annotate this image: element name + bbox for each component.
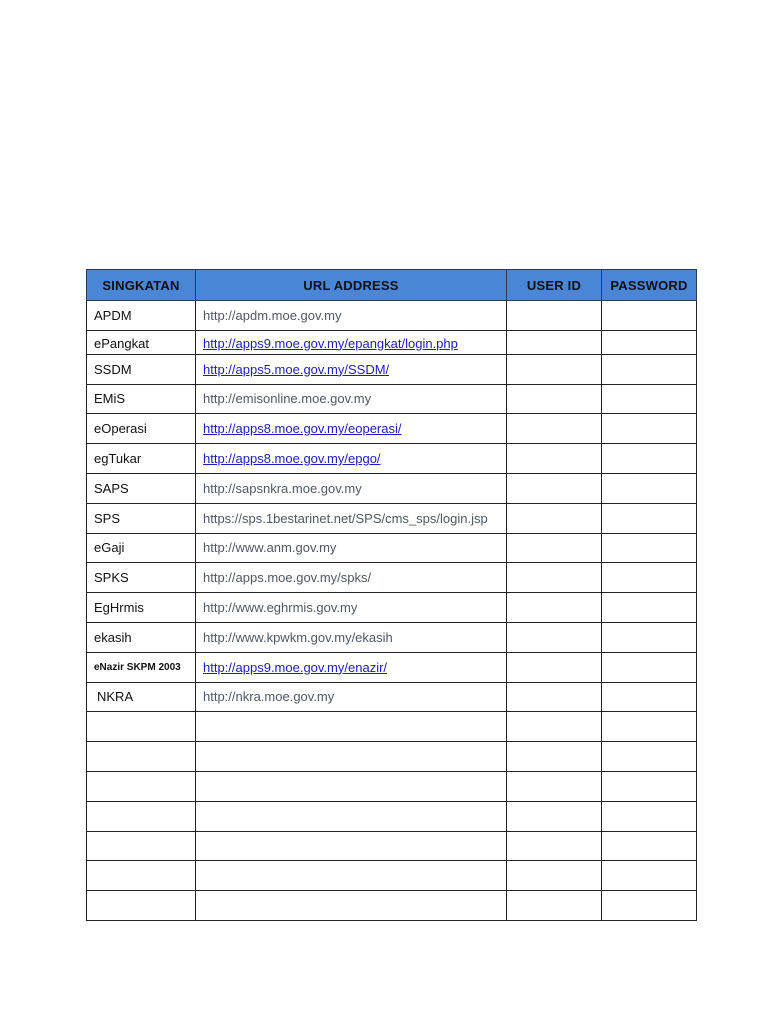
empty-cell[interactable] bbox=[87, 861, 196, 891]
user-id-cell[interactable] bbox=[507, 503, 602, 533]
password-cell[interactable] bbox=[602, 593, 697, 623]
url-cell bbox=[196, 533, 507, 563]
url-cell bbox=[196, 473, 507, 503]
password-cell[interactable] bbox=[602, 622, 697, 652]
password-cell[interactable] bbox=[602, 384, 697, 414]
url-text: http://emisonline.moe.gov.my bbox=[203, 391, 372, 407]
empty-cell[interactable] bbox=[87, 712, 196, 742]
url-link[interactable]: http://apps9.moe.gov.my/enazir/ bbox=[203, 659, 388, 675]
table-row bbox=[87, 503, 697, 533]
empty-cell[interactable] bbox=[87, 831, 196, 861]
abbr-cell: SPS bbox=[87, 503, 196, 533]
url-text: https://sps.1bestarinet.net/SPS/cms_sps/login.jsp bbox=[203, 510, 488, 526]
table-row bbox=[87, 682, 697, 712]
user-id-cell[interactable] bbox=[507, 330, 602, 354]
empty-cell[interactable] bbox=[602, 831, 697, 861]
table-row bbox=[87, 652, 697, 682]
user-id-cell[interactable] bbox=[507, 563, 602, 593]
abbr-cell: SSDM bbox=[87, 354, 196, 384]
user-id-cell[interactable] bbox=[507, 652, 602, 682]
password-cell[interactable] bbox=[602, 563, 697, 593]
empty-cell[interactable] bbox=[507, 771, 602, 801]
abbr-cell: eGaji bbox=[87, 533, 196, 563]
empty-cell[interactable] bbox=[507, 861, 602, 891]
password-cell[interactable] bbox=[602, 330, 697, 354]
url-cell bbox=[196, 503, 507, 533]
abbr-cell: SAPS bbox=[87, 473, 196, 503]
table-row bbox=[87, 473, 697, 503]
url-cell bbox=[196, 682, 507, 712]
table-row bbox=[87, 301, 697, 331]
empty-cell[interactable] bbox=[602, 742, 697, 772]
empty-cell[interactable] bbox=[602, 801, 697, 831]
user-id-cell[interactable] bbox=[507, 682, 602, 712]
empty-cell[interactable] bbox=[602, 861, 697, 891]
table-row bbox=[87, 533, 697, 563]
table-row bbox=[87, 593, 697, 623]
user-id-cell[interactable] bbox=[507, 622, 602, 652]
password-cell[interactable] bbox=[602, 354, 697, 384]
empty-cell[interactable] bbox=[87, 801, 196, 831]
abbr-cell: APDM bbox=[87, 301, 196, 331]
empty-cell[interactable] bbox=[87, 891, 196, 921]
abbr-cell: eOperasi bbox=[87, 414, 196, 444]
table-row bbox=[87, 444, 697, 474]
empty-cell[interactable] bbox=[196, 742, 507, 772]
empty-cell[interactable] bbox=[602, 891, 697, 921]
empty-cell[interactable] bbox=[87, 742, 196, 772]
abbr-cell: EMiS bbox=[87, 384, 196, 414]
url-text: http://apdm.moe.gov.my bbox=[203, 307, 342, 323]
url-text: http://nkra.moe.gov.my bbox=[203, 689, 335, 705]
empty-row bbox=[87, 831, 697, 861]
url-cell bbox=[196, 354, 507, 384]
empty-cell[interactable] bbox=[87, 771, 196, 801]
url-cell bbox=[196, 563, 507, 593]
header-row bbox=[87, 270, 697, 301]
url-cell bbox=[196, 593, 507, 623]
empty-cell[interactable] bbox=[196, 861, 507, 891]
password-cell[interactable] bbox=[602, 444, 697, 474]
password-cell[interactable] bbox=[602, 473, 697, 503]
url-cell bbox=[196, 622, 507, 652]
abbr-cell: ekasih bbox=[87, 622, 196, 652]
url-text: http://www.eghrmis.gov.my bbox=[203, 600, 358, 616]
user-id-cell[interactable] bbox=[507, 301, 602, 331]
password-cell[interactable] bbox=[602, 301, 697, 331]
url-text: http://www.kpwkm.gov.my/ekasih bbox=[203, 629, 393, 645]
empty-cell[interactable] bbox=[602, 771, 697, 801]
header-user-id: USER ID bbox=[507, 270, 602, 301]
empty-cell[interactable] bbox=[196, 712, 507, 742]
url-link[interactable]: http://apps5.moe.gov.my/SSDM/ bbox=[203, 361, 390, 377]
table-row bbox=[87, 384, 697, 414]
empty-cell[interactable] bbox=[507, 831, 602, 861]
table-row bbox=[87, 354, 697, 384]
empty-row bbox=[87, 742, 697, 772]
abbr-cell: ePangkat bbox=[87, 330, 196, 354]
user-id-cell[interactable] bbox=[507, 473, 602, 503]
url-cell bbox=[196, 414, 507, 444]
url-link[interactable]: http://apps8.moe.gov.my/epgo/ bbox=[203, 451, 381, 467]
url-link[interactable]: http://apps8.moe.gov.my/eoperasi/ bbox=[203, 421, 402, 437]
empty-cell[interactable] bbox=[196, 771, 507, 801]
empty-row bbox=[87, 861, 697, 891]
header-singkatan: SINGKATAN bbox=[87, 270, 196, 301]
abbr-cell: eNazir SKPM 2003 bbox=[87, 652, 196, 682]
empty-row bbox=[87, 712, 697, 742]
abbr-cell: SPKS bbox=[87, 563, 196, 593]
user-id-cell[interactable] bbox=[507, 354, 602, 384]
table-body bbox=[87, 301, 697, 921]
user-id-cell[interactable] bbox=[507, 414, 602, 444]
url-cell bbox=[196, 330, 507, 354]
password-cell[interactable] bbox=[602, 503, 697, 533]
credentials-table bbox=[86, 269, 697, 921]
table-row bbox=[87, 414, 697, 444]
password-cell[interactable] bbox=[602, 652, 697, 682]
header-password: PASSWORD bbox=[602, 270, 697, 301]
url-cell bbox=[196, 652, 507, 682]
password-cell[interactable] bbox=[602, 533, 697, 563]
url-link[interactable]: http://apps9.moe.gov.my/epangkat/login.php bbox=[203, 335, 458, 351]
empty-cell[interactable] bbox=[507, 742, 602, 772]
table-row bbox=[87, 330, 697, 354]
empty-cell[interactable] bbox=[507, 891, 602, 921]
url-text: http://apps.moe.gov.my/spks/ bbox=[203, 570, 372, 586]
abbr-cell: EgHrmis bbox=[87, 593, 196, 623]
user-id-cell[interactable] bbox=[507, 444, 602, 474]
abbr-cell: NKRA bbox=[87, 682, 196, 712]
url-cell bbox=[196, 301, 507, 331]
empty-cell[interactable] bbox=[507, 712, 602, 742]
empty-row bbox=[87, 891, 697, 921]
table-row bbox=[87, 622, 697, 652]
empty-cell[interactable] bbox=[196, 831, 507, 861]
table-row bbox=[87, 563, 697, 593]
url-text: http://sapsnkra.moe.gov.my bbox=[203, 480, 362, 496]
empty-row bbox=[87, 801, 697, 831]
table-header bbox=[87, 270, 697, 301]
empty-cell[interactable] bbox=[196, 891, 507, 921]
password-cell[interactable] bbox=[602, 414, 697, 444]
user-id-cell[interactable] bbox=[507, 533, 602, 563]
password-cell[interactable] bbox=[602, 682, 697, 712]
url-cell bbox=[196, 384, 507, 414]
user-id-cell[interactable] bbox=[507, 593, 602, 623]
user-id-cell[interactable] bbox=[507, 384, 602, 414]
empty-cell[interactable] bbox=[507, 801, 602, 831]
empty-row bbox=[87, 771, 697, 801]
header-url-address: URL ADDRESS bbox=[196, 270, 507, 301]
abbr-cell: egTukar bbox=[87, 444, 196, 474]
empty-cell[interactable] bbox=[602, 712, 697, 742]
url-cell bbox=[196, 444, 507, 474]
empty-cell[interactable] bbox=[196, 801, 507, 831]
url-text: http://www.anm.gov.my bbox=[203, 540, 337, 556]
